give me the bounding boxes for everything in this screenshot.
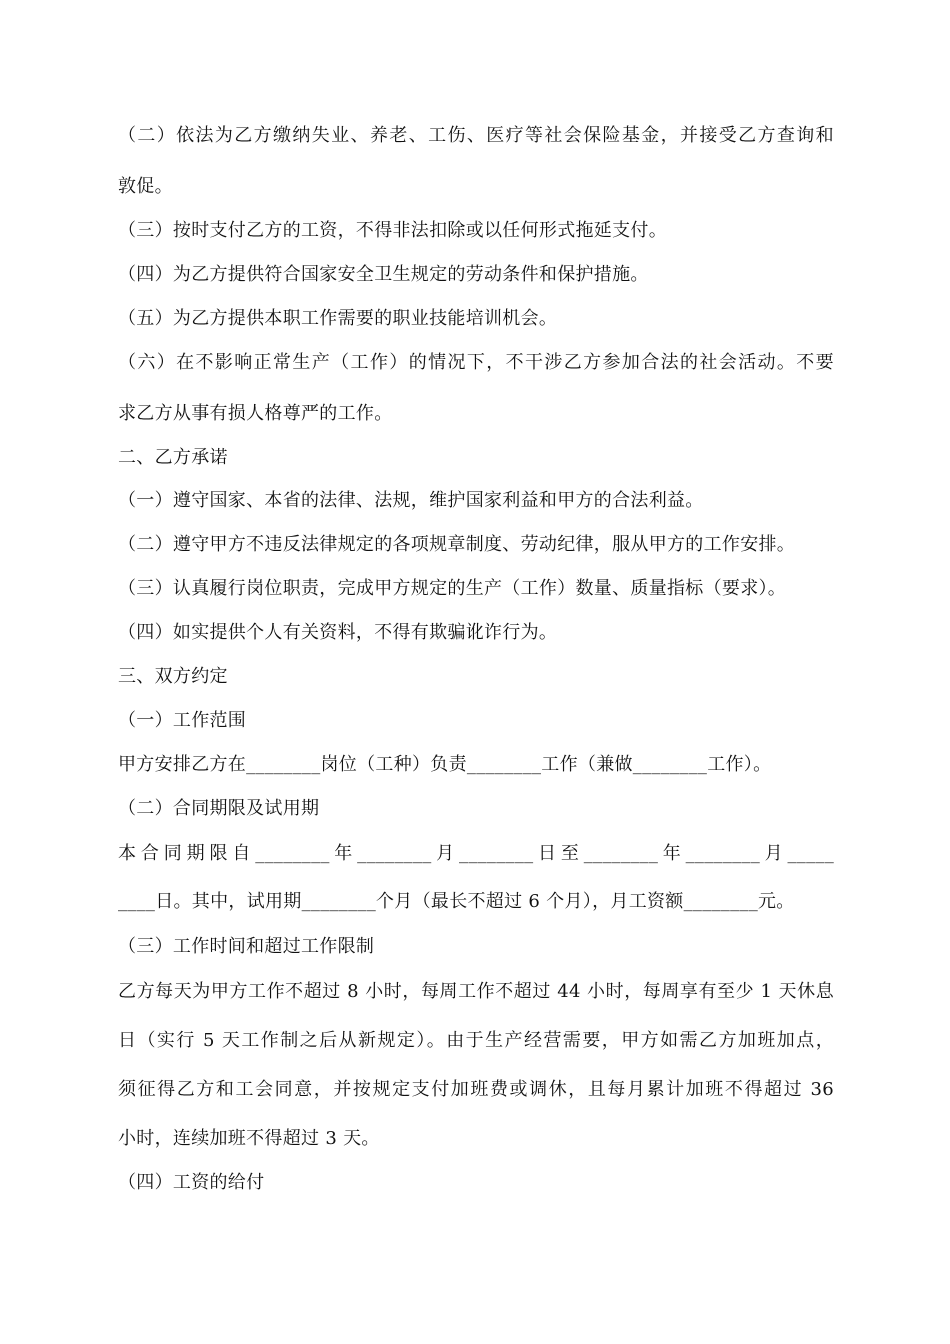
subsection-heading: （三）工作时间和超过工作限制: [118, 936, 375, 957]
subsection-heading: （四）工资的给付: [118, 1172, 265, 1193]
section-heading: 三、双方约定: [118, 666, 228, 687]
paragraph-line: 本合同期限自________年________月________日至________年________月_____: [118, 843, 834, 864]
paragraph-line: （六）在不影响正常生产（工作）的情况下，不干涉乙方参加合法的社会活动。不要: [118, 352, 834, 373]
section-heading: 二、乙方承诺: [118, 447, 228, 468]
paragraph-line: （三）按时支付乙方的工资，不得非法扣除或以任何形式拖延支付。: [118, 220, 667, 241]
paragraph-line: 日（实行 5 天工作制之后从新规定）。由于生产经营需要，甲方如需乙方加班加点，: [118, 1030, 834, 1051]
paragraph-line: （二）遵守甲方不违反法律规定的各项规章制度、劳动纪律，服从甲方的工作安排。: [118, 534, 796, 555]
paragraph-line: （三）认真履行岗位职责，完成甲方规定的生产（工作）数量、质量指标（要求）。: [118, 578, 787, 599]
paragraph-line: ____日。其中，试用期________个月（最长不超过 6 个月），月工资额________元。: [118, 891, 795, 912]
paragraph-line: （四）为乙方提供符合国家安全卫生规定的劳动条件和保护措施。: [118, 264, 649, 285]
subsection-heading: （二）合同期限及试用期: [118, 798, 320, 819]
paragraph-line: （四）如实提供个人有关资料，不得有欺骗讹诈行为。: [118, 622, 558, 643]
paragraph-line: 乙方每天为甲方工作不超过 8 小时，每周工作不超过 44 小时，每周享有至少 1 天休息: [118, 981, 834, 1002]
paragraph-line: （二）依法为乙方缴纳失业、养老、工伤、医疗等社会保险基金，并接受乙方查询和: [118, 125, 834, 146]
paragraph-line: 甲方安排乙方在________岗位（工种）负责________工作（兼做________工作）。: [118, 754, 772, 775]
paragraph-line: 求乙方从事有损人格尊严的工作。: [118, 403, 393, 424]
paragraph-line: 小时，连续加班不得超过 3 天。: [118, 1128, 380, 1149]
paragraph-line: （五）为乙方提供本职工作需要的职业技能培训机会。: [118, 308, 558, 329]
paragraph-line: 须征得乙方和工会同意，并按规定支付加班费或调休，且每月累计加班不得超过 36: [118, 1079, 834, 1100]
paragraph-line: 敦促。: [118, 176, 173, 197]
paragraph-line: （一）遵守国家、本省的法律、法规，维护国家利益和甲方的合法利益。: [118, 490, 704, 511]
subsection-heading: （一）工作范围: [118, 710, 247, 731]
